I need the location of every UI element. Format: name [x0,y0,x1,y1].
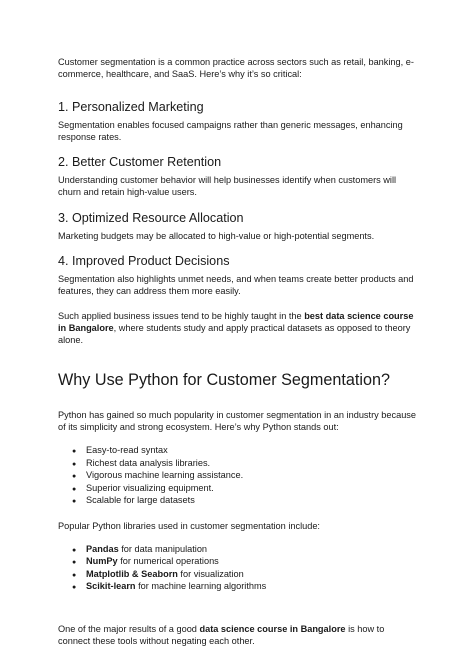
bullet-icon: ● [72,473,77,481]
list-item [72,495,416,508]
closing-paragraph [58,310,416,347]
python-section-heading: Why Use Python for Customer Segmentation? [58,370,390,389]
section-text-personalized-marketing: Segmentation enables focused campaigns rather than generic messages, enhancing response rates. [58,119,403,142]
list-item-text [86,556,219,568]
library-desc: for data manipulation [118,543,208,554]
list-item-text: Scalable for large datasets [86,495,195,506]
section-heading-product-decisions: 4. Improved Product Decisions [58,254,230,269]
list-item-text: Superior visualizing equipment. [86,482,214,493]
bullet-icon: ● [72,498,77,506]
list-item [72,569,416,582]
section-heading-customer-retention: 2. Better Customer Retention [58,155,222,170]
final-paragraph [58,623,416,648]
list-item-text: Richest data analysis libraries. [86,457,211,468]
closing-text-after: , where students study and apply practical datasets as opposed to theory alone. [58,322,411,346]
library-name: Matplotlib & Seaborn [86,568,178,579]
section-heading-personalized-marketing: 1. Personalized Marketing [58,99,204,114]
bullet-icon: ● [72,559,77,567]
final-text-before: One of the major results of a good [58,623,200,634]
list-item-text [86,544,207,556]
library-desc: for visualization [177,568,244,579]
libraries-intro-paragraph: Popular Python libraries used in customer segmentation include: [58,520,320,531]
section-text-resource-allocation: Marketing budgets may be allocated to high-value or high-potential segments. [58,230,375,241]
library-desc: for machine learning algorithms [135,581,267,592]
list-item [72,458,416,471]
bullet-icon: ● [72,584,77,592]
closing-text-before: Such applied business issues tend to be highly taught in the [58,310,305,321]
python-reasons-list [58,445,416,508]
final-text-after: is how to connect these tools without negating each other. [58,623,385,647]
list-item [72,556,416,569]
list-item [72,483,416,496]
list-item [72,445,416,458]
bullet-icon: ● [72,571,77,579]
library-name: NumPy [86,556,118,567]
list-item-text [86,581,266,593]
section-heading-resource-allocation: 3. Optimized Resource Allocation [58,210,244,225]
bullet-icon: ● [72,546,77,554]
section-text-product-decisions: Segmentation also highlights unmet needs, and when teams create better products and features, they can address them more easily. [58,274,414,297]
list-item-text: Easy-to-read syntax [86,445,168,456]
closing-bold-link-text: best data science course in Bangalore [58,310,414,333]
python-intro-paragraph: Python has gained so much popularity in customer segmentation in an industry because of its simplicity and strong ecosystem. Here’s why Python stands out: [58,409,417,432]
bullet-icon: ● [72,460,77,468]
list-item-text [86,569,244,581]
section-text-customer-retention: Understanding customer behavior will help businesses identify when customers will churn and retain high-value users. [58,175,397,198]
library-name: Scikit-learn [86,581,136,592]
python-libraries-list [58,544,416,594]
final-bold-link-text: data science course in Bangalore [199,623,346,634]
list-item [72,544,416,557]
bullet-icon: ● [72,448,77,456]
list-item [72,470,416,483]
list-item [72,581,416,594]
intro-paragraph: Customer segmentation is a common practice across sectors such as retail, banking, e-commerce, healthcare, and SaaS. Here’s why it’s so critical: [58,57,414,80]
list-item-text: Vigorous machine learning assistance. [86,470,244,481]
bullet-icon: ● [72,485,77,493]
library-name: Pandas [86,543,119,554]
library-desc: for numerical operations [117,556,219,567]
